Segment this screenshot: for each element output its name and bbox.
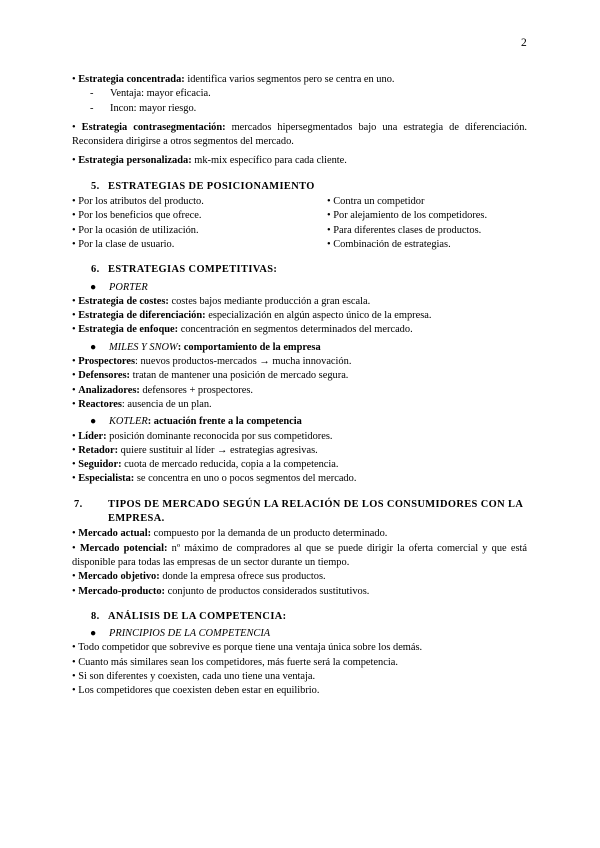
bullet-mercado-producto: • Mercado-producto: conjunto de productos considerados sustitutivos. — [72, 585, 370, 597]
bullet-defensores: • Defensores: tratan de mantener una posición de mercado segura. — [72, 370, 349, 382]
bullet-mercado-objetivo: • Mercado objetivo: donde la empresa ofrece sus productos. — [72, 571, 326, 583]
bullet-prospectores: • Prospectores: nuevos productos-mercados → mucha innovación. — [72, 356, 352, 368]
list-item: • Todo competidor que sobrevive es porque tiene una ventaja única sobre los demás. — [72, 642, 423, 654]
bullet-estrategia-contrasegmentacion: • Estrategia contrasegmentación: mercados hipersegmentados bajo una estrategia de diferenciación. Reconsidera dirigirse a otros segmentos del mercado. — [72, 121, 527, 148]
list-item: • Por la ocasión de utilización. — [72, 224, 199, 236]
bullet-retador: • Retador: quiere sustituir al líder → estrategias agresivas. — [72, 444, 318, 456]
definition: mk-mix específico para cada cliente. — [191, 155, 347, 167]
section-heading-5: 5. ESTRATEGIAS DE POSICIONAMIENTO — [91, 180, 315, 192]
bullet-estrategia-concentrada: • Estrategia concentrada: identifica varios segmentos pero se centra en uno. — [72, 74, 395, 85]
page-number: 2 — [521, 37, 527, 49]
subheading-miles-snow: ● MILES Y SNOW: comportamiento de la empresa — [90, 341, 321, 353]
bullet-analizadores: • Analizadores: defensores + prospectores. — [72, 384, 254, 396]
list-item: • Los competidores que coexisten deben estar en equilibrio. — [72, 685, 320, 697]
list-item: • Por los atributos del producto. — [72, 196, 204, 208]
bullet-estrategia-costes: • Estrategia de costes: costes bajos mediante producción a gran escala. — [72, 295, 371, 307]
bullet-estrategia-diferenciacion: • Estrategia de diferenciación: especialización en algún aspecto único de la empresa. — [72, 310, 432, 322]
positioning-strategies-list — [72, 195, 527, 252]
list-item: • Cuanto más similares sean los competidores, más fuerte será la competencia. — [72, 656, 398, 668]
dash-item-ventaja: - Ventaja: mayor eficacia. — [90, 88, 211, 100]
section-heading-7: 7. TIPOS DE MERCADO SEGÚN LA RELACIÓN DE LOS CONSUMIDORES CON LA EMPRESA. — [74, 498, 523, 525]
list-item: • Contra un competidor — [327, 196, 425, 208]
subheading-kotler: ● KOTLER: actuación frente a la competencia — [90, 416, 302, 428]
bullet-reactores: • Reactores: ausencia de un plan. — [72, 398, 212, 410]
term: Estrategia personalizada: — [78, 155, 192, 167]
bullet-lider: • Líder: posición dominante reconocida por sus competidores. — [72, 430, 333, 442]
list-item: • Por la clase de usuario. — [72, 238, 175, 250]
positioning-left-column — [72, 195, 327, 252]
bullet-especialista: • Especialista: se concentra en uno o pocos segmentos del mercado. — [72, 473, 357, 485]
list-item: • Si son diferentes y coexisten, cada uno tiene una ventaja. — [72, 670, 316, 682]
bullet-seguidor: • Seguidor: cuota de mercado reducida, copia a la competencia. — [72, 459, 339, 471]
term: Estrategia concentrada: — [78, 74, 185, 85]
section-heading-6: 6. ESTRATEGIAS COMPETITIVAS: — [91, 264, 278, 276]
dash-item-incon: - Incon: mayor riesgo. — [90, 102, 197, 114]
page-content — [72, 73, 527, 699]
bullet-mercado-actual: • Mercado actual: compuesto por la demanda de un producto determinado. — [72, 528, 388, 540]
bullet-estrategia-personalizada: • Estrategia personalizada: mk-mix específico para cada cliente. — [72, 155, 347, 167]
list-item: • Para diferentes clases de productos. — [327, 224, 482, 236]
subheading-porter: ● PORTER — [90, 281, 148, 293]
definition: mercados hipersegmentados bajo una estrategia de diferenciación. Reconsidera dirigirse a otros segmentos del mercado. — [72, 121, 527, 148]
list-item: • Por los beneficios que ofrece. — [72, 210, 202, 222]
list-item: • Por alejamiento de los competidores. — [327, 210, 488, 222]
positioning-right-column — [327, 195, 527, 252]
definition: identifica varios segmentos pero se centra en uno. — [184, 74, 395, 85]
subheading-principios: ● PRINCIPIOS DE LA COMPETENCIA — [90, 628, 271, 640]
list-item: • Combinación de estrategias. — [327, 238, 451, 250]
term: Estrategia contrasegmentación: — [81, 121, 226, 133]
bullet-mercado-potencial: • Mercado potencial: nº máximo de compradores al que se puede dirigir la oferta comercial y que está disponible para todas las empresas de un sector durante un tiempo. — [72, 542, 527, 568]
section-heading-8: 8. ANÁLISIS DE LA COMPETENCIA: — [91, 610, 287, 622]
bullet-estrategia-enfoque: • Estrategia de enfoque: concentración en segmentos determinados del mercado. — [72, 324, 413, 336]
